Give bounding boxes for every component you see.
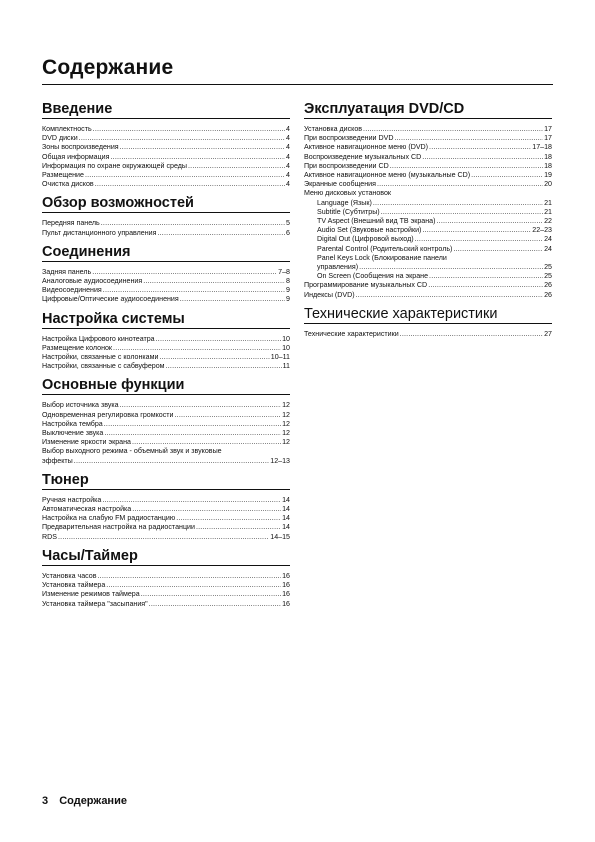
toc-page-number: 16 <box>282 590 290 599</box>
toc-entry[interactable] <box>42 219 290 228</box>
toc-entry-title: On Screen (Сообщения на экране <box>317 272 429 281</box>
toc-page-number: 18 <box>544 152 552 161</box>
toc-page-number: 18 <box>544 161 552 170</box>
toc-entry-title: Меню дисковых установок <box>304 189 392 198</box>
toc-entry-title: Установка часов <box>42 571 97 580</box>
toc-entry[interactable] <box>304 125 552 134</box>
toc-entry[interactable] <box>304 199 552 208</box>
toc-left-column <box>42 100 290 614</box>
toc-page-number: 26 <box>544 281 552 290</box>
toc-entry-title: Размещение колонок <box>42 343 113 352</box>
toc-entry-title: Настройка Цифрового кинотеатра <box>42 334 155 343</box>
toc-entry-title: Задняя панель <box>42 267 92 276</box>
dot-leader <box>400 330 543 339</box>
dot-leader <box>120 143 285 152</box>
toc-entry[interactable] <box>42 590 290 599</box>
section-heading: Обзор возможностей <box>42 194 290 213</box>
dot-leader <box>359 263 543 272</box>
toc-entry[interactable] <box>42 153 290 162</box>
toc-entry-title: Экранные сообщения <box>304 180 376 189</box>
dot-leader <box>120 401 282 410</box>
toc-entry-title: Размещение <box>42 171 84 180</box>
toc-section <box>304 305 552 339</box>
toc-page-number: 26 <box>544 290 552 299</box>
title-divider <box>42 84 553 85</box>
dot-leader <box>176 514 281 523</box>
toc-page-number: 9 <box>286 295 290 304</box>
dot-leader <box>428 281 543 290</box>
toc-entry-title: RDS <box>42 532 57 541</box>
dot-leader <box>101 219 285 228</box>
toc-right-column <box>304 100 552 344</box>
toc-entry[interactable] <box>42 362 290 371</box>
toc-entry[interactable] <box>42 514 290 523</box>
dot-leader <box>436 217 543 226</box>
toc-entry[interactable] <box>42 229 290 238</box>
toc-entry-title: Одновременная регулировка громкости <box>42 410 174 419</box>
toc-entry-title: Выбор выходного режима - объемный звук и звуковые <box>42 447 222 456</box>
toc-section <box>42 376 290 465</box>
toc-entry[interactable] <box>42 344 290 353</box>
dot-leader <box>159 353 269 362</box>
toc-page-number: 10 <box>282 343 290 352</box>
toc-entry[interactable] <box>42 505 290 514</box>
toc-entry-title: Очистка дисков <box>42 180 94 189</box>
toc-entry[interactable] <box>42 420 290 429</box>
toc-entry-title: Настройки, связанные с сабвуфером <box>42 362 165 371</box>
dot-leader <box>453 245 543 254</box>
dot-leader <box>174 411 281 420</box>
toc-page-number: 14 <box>282 495 290 504</box>
toc-entry[interactable] <box>304 226 552 235</box>
dot-leader <box>471 171 543 180</box>
toc-section <box>42 194 290 237</box>
toc-page-number: 4 <box>286 125 290 133</box>
toc-page-number: 24 <box>544 244 552 253</box>
toc-entry[interactable] <box>42 335 290 344</box>
toc-entry-title: Subtitle (Субтитры) <box>317 207 380 216</box>
toc-entry-title: Предварительная настройка на радиостанции <box>42 523 195 532</box>
toc-entry-title: Изменение яркости экрана <box>42 438 131 447</box>
toc-page-number: 17–18 <box>532 143 552 152</box>
toc-page-number: 4 <box>286 180 290 189</box>
toc-page-number: 14 <box>282 514 290 523</box>
toc-entry[interactable] <box>42 353 290 362</box>
dot-leader <box>132 505 281 514</box>
dot-leader <box>95 180 285 189</box>
toc-page-number: 8 <box>286 277 290 286</box>
toc-page-number: 17 <box>544 134 552 143</box>
section-heading: Технические характеристики <box>304 305 552 324</box>
toc-page-number: 12 <box>282 419 290 428</box>
dot-leader <box>363 125 543 134</box>
dot-leader <box>377 180 543 189</box>
toc-page-number: 20 <box>544 180 552 189</box>
dot-leader <box>58 533 269 542</box>
section-heading: Основные функции <box>42 376 290 395</box>
toc-page-number: 14 <box>282 523 290 532</box>
toc-entry-title: Language (Язык) <box>317 198 372 207</box>
toc-page-number: 22 <box>544 217 552 226</box>
toc-entry[interactable] <box>304 180 552 189</box>
toc-entry[interactable] <box>304 143 552 152</box>
toc-entry-title: Зоны воспроизведения <box>42 143 119 152</box>
toc-entry[interactable] <box>304 291 552 300</box>
dot-leader <box>103 286 285 295</box>
dot-leader <box>422 226 531 235</box>
toc-entry[interactable] <box>42 438 290 447</box>
toc-entry-title: Пульт дистанционного управления <box>42 228 157 237</box>
toc-entry-title: Настройки, связанные с колонками <box>42 353 159 362</box>
toc-entry-title: Общая информация <box>42 152 110 161</box>
toc-entry[interactable] <box>42 171 290 180</box>
toc-entry-title: При воспроизведении CD <box>304 161 389 170</box>
toc-page-number: 12 <box>282 401 290 410</box>
toc-section <box>42 310 290 372</box>
dot-leader <box>143 277 285 286</box>
toc-page-number: 16 <box>282 581 290 590</box>
toc-entry-title: Индексы (DVD) <box>304 290 355 299</box>
toc-entry-title: Parental Control (Родительский контроль) <box>317 244 453 253</box>
dot-leader <box>188 162 285 171</box>
dot-leader <box>394 134 543 143</box>
toc-entry-title: Технические характеристики <box>304 329 399 338</box>
toc-page-number: 12 <box>282 429 290 438</box>
dot-leader <box>141 590 281 599</box>
toc-entry[interactable] <box>42 496 290 505</box>
section-heading: Настройка системы <box>42 310 290 329</box>
page-footer <box>42 795 127 807</box>
dot-leader <box>104 420 281 429</box>
toc-entry-title: Программирование музыкальных CD <box>304 281 428 290</box>
toc-page-number: 14–15 <box>270 532 290 541</box>
toc-entry-title: TV Aspect (Внешний вид ТВ экрана) <box>317 217 436 226</box>
toc-entry[interactable] <box>304 281 552 290</box>
toc-page-number: 21 <box>544 198 552 207</box>
toc-page-number: 6 <box>286 228 290 237</box>
toc-entry-title: управления) <box>317 263 359 272</box>
dot-leader <box>381 208 543 217</box>
toc-entry-title: Изменение режимов таймера <box>42 590 140 599</box>
toc-page-number: 4 <box>286 134 290 143</box>
toc-entry[interactable] <box>304 217 552 226</box>
toc-entry-title: Комплектность <box>42 125 92 133</box>
section-heading: Эксплуатация DVD/CD <box>304 100 552 119</box>
toc-entry-title: Настройка тембра <box>42 419 103 428</box>
toc-entry-title: Воспроизведение музыкальных CD <box>304 152 422 161</box>
toc-entry[interactable] <box>42 268 290 277</box>
toc-entry-title: DVD диски <box>42 134 78 143</box>
toc-page-number: 19 <box>544 171 552 180</box>
toc-page-number: 12 <box>282 410 290 419</box>
toc-page-number: 4 <box>286 161 290 170</box>
toc-page-number: 9 <box>286 286 290 295</box>
page-title: Содержание <box>42 56 174 79</box>
toc-entry[interactable] <box>304 153 552 162</box>
toc-entry[interactable] <box>42 572 290 581</box>
toc-entry-title: Установка таймера "засыпания" <box>42 599 148 608</box>
dot-leader <box>415 235 544 244</box>
toc-entry[interactable] <box>304 208 552 217</box>
toc-page-number: 14 <box>282 505 290 514</box>
toc-entry-title: Выбор источника звука <box>42 401 119 410</box>
dot-leader <box>104 429 281 438</box>
toc-section <box>304 100 552 300</box>
toc-entry[interactable] <box>304 254 552 263</box>
dot-leader <box>149 600 281 609</box>
toc-entry[interactable] <box>304 162 552 171</box>
dot-leader <box>93 125 285 134</box>
toc-entry-title: При воспроизведении DVD <box>304 134 394 143</box>
toc-entry-title: эффекты <box>42 456 73 465</box>
toc-entry[interactable] <box>42 429 290 438</box>
toc-entry[interactable] <box>304 330 552 339</box>
toc-entry[interactable] <box>42 523 290 532</box>
dot-leader <box>356 291 544 300</box>
toc-entry[interactable] <box>42 277 290 286</box>
dot-leader <box>102 496 281 505</box>
toc-entry-title: Установка таймера <box>42 581 106 590</box>
toc-page-number: 12–13 <box>270 456 290 465</box>
dot-leader <box>97 572 281 581</box>
toc-page-number: 25 <box>544 263 552 272</box>
toc-entry[interactable] <box>42 143 290 152</box>
toc-page-number: 25 <box>544 272 552 281</box>
toc-entry[interactable] <box>304 245 552 254</box>
toc-entry[interactable] <box>42 457 290 466</box>
dot-leader <box>113 344 281 353</box>
toc-entry[interactable] <box>42 600 290 609</box>
toc-entry-title: Выключение звука <box>42 429 104 438</box>
footer-page-number: 3 <box>42 795 49 807</box>
toc-page-number: 10–11 <box>270 353 290 362</box>
toc-section <box>42 471 290 542</box>
toc-entry[interactable] <box>42 134 290 143</box>
toc-page-number: 5 <box>286 219 290 228</box>
toc-page-number: 4 <box>286 171 290 180</box>
toc-page-number: 24 <box>544 235 552 244</box>
toc-entry[interactable] <box>42 581 290 590</box>
toc-entry[interactable] <box>304 189 552 198</box>
toc-entry-title: Видеосоединения <box>42 286 102 295</box>
toc-entry-title: Информация по охране окружающей среды <box>42 161 188 170</box>
dot-leader <box>79 134 285 143</box>
toc-page-number: 22–23 <box>532 226 552 235</box>
toc-page-number: 4 <box>286 152 290 161</box>
toc-entry[interactable] <box>304 272 552 281</box>
toc-entry[interactable] <box>42 180 290 189</box>
toc-page-number: 17 <box>544 125 552 133</box>
toc-entry-title: Panel Keys Lock (Блокирование панели <box>317 253 447 262</box>
dot-leader <box>92 268 277 277</box>
toc-entry-title: Активное навигационное меню (DVD) <box>304 143 429 152</box>
toc-entry-title: Ручная настройка <box>42 495 102 504</box>
toc-entry-title: Цифровые/Оптические аудиосоединения <box>42 295 179 304</box>
dot-leader <box>196 523 281 532</box>
toc-entry-title: Настройка на слабую FM радиостанцию <box>42 514 176 523</box>
toc-entry-title: Автоматическая настройка <box>42 505 132 514</box>
toc-entry[interactable] <box>42 295 290 304</box>
toc-entry[interactable] <box>304 134 552 143</box>
dot-leader <box>157 229 285 238</box>
toc-entry[interactable] <box>42 401 290 410</box>
dot-leader <box>429 272 543 281</box>
toc-page-number: 16 <box>282 571 290 580</box>
dot-leader <box>166 362 282 371</box>
toc-page-number: 27 <box>544 329 552 338</box>
toc-page-number: 4 <box>286 143 290 152</box>
dot-leader <box>85 171 285 180</box>
toc-entry[interactable] <box>42 125 290 134</box>
dot-leader <box>132 438 281 447</box>
toc-section <box>42 547 290 609</box>
toc-entry[interactable] <box>42 533 290 542</box>
dot-leader <box>373 199 543 208</box>
toc-entry-title: Активное навигационное меню (музыкальные CD) <box>304 171 471 180</box>
footer-label: Содержание <box>59 795 127 807</box>
toc-entry-title: Передняя панель <box>42 219 100 228</box>
toc-entry[interactable] <box>42 286 290 295</box>
toc-section <box>42 243 290 305</box>
toc-entry[interactable] <box>304 235 552 244</box>
toc-entry[interactable] <box>42 447 290 456</box>
dot-leader <box>429 143 531 152</box>
toc-entry[interactable] <box>304 263 552 272</box>
toc-page-number: 12 <box>282 438 290 447</box>
toc-page-number: 7–8 <box>278 267 290 276</box>
toc-entry[interactable] <box>304 171 552 180</box>
toc-entry[interactable] <box>42 411 290 420</box>
toc-entry[interactable] <box>42 162 290 171</box>
dot-leader <box>156 335 281 344</box>
toc-page-number: 16 <box>282 599 290 608</box>
dot-leader <box>74 457 269 466</box>
toc-entry-title: Audio Set (Звуковые настройки) <box>317 226 422 235</box>
toc-page-number: 21 <box>544 207 552 216</box>
section-heading: Соединения <box>42 243 290 262</box>
toc-entry-title: Аналоговые аудиосоединения <box>42 277 143 286</box>
toc-entry-title: Установка дисков <box>304 125 363 133</box>
section-heading: Часы/Таймер <box>42 547 290 566</box>
toc-section <box>42 100 290 189</box>
toc-entry-title: Digital Out (Цифровой выход) <box>317 235 414 244</box>
dot-leader <box>110 153 285 162</box>
section-heading: Введение <box>42 100 290 119</box>
dot-leader <box>106 581 281 590</box>
dot-leader <box>422 153 543 162</box>
dot-leader <box>180 295 285 304</box>
dot-leader <box>390 162 543 171</box>
toc-page-number: 10 <box>282 334 290 343</box>
toc-page-number: 11 <box>282 362 290 371</box>
section-heading: Тюнер <box>42 471 290 490</box>
